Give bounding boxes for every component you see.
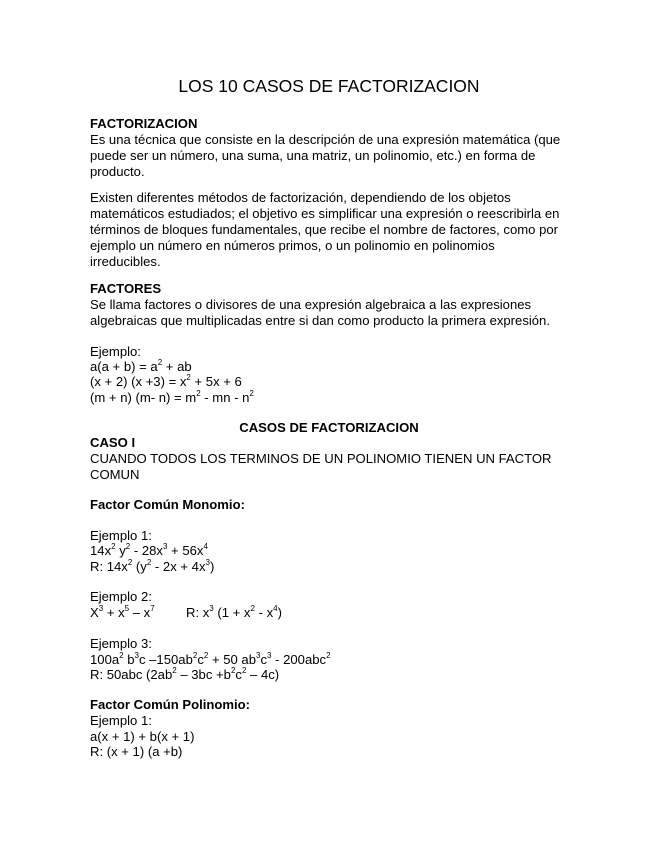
example-answer: R: (x + 1) (a +b): [90, 744, 183, 759]
section-heading-factorizacion: FACTORIZACION: [90, 116, 198, 131]
example-equation: (x + 2) $(x +3) = x^2 + 5x + 6$: [90, 372, 242, 389]
example-equation: $100a^2$ $b^3c$ $-150ab^2c^2 + 50$ $ab^3c^3 - 200abc^2$: [90, 650, 331, 667]
paragraph-line: puede ser un número, una suma, una matriz, un polinomio, etc.) en forma de: [90, 148, 536, 163]
subheading-factor-comun-monomio: Factor Común Monomio:: [90, 497, 245, 512]
example-equation: (m + n) (m- $n) = m^2$ - mn - $n^2$: [90, 388, 254, 405]
example-equation: a(x + 1) + b(x + 1): [90, 729, 195, 744]
example-label: Ejemplo 1:: [90, 528, 152, 543]
example-answer: R: 50abc $(2ab^2 - 3bc +b^2c^2 - 4c)$: [90, 665, 280, 682]
paragraph-line: producto.: [90, 164, 145, 179]
paragraph-line: matemáticos estudiados; el objetivo es simplificar una expresión o reescribirla en: [90, 206, 560, 221]
example-answer: R: $14x^2$ $(y^2 - 2x + 4x^3)$: [90, 557, 215, 574]
example-equation: $a(a + b) = a^2$ + ab: [90, 357, 192, 374]
example-equation: $X^3 + x^5 - x^7$: [90, 603, 155, 620]
subheading-factor-comun-polinomio: Factor Común Polinomio:: [90, 697, 251, 712]
example-label: Ejemplo 3:: [90, 636, 152, 651]
example-label: Ejemplo:: [90, 344, 141, 359]
paragraph-line: Se llama factores o divisores de una expresión algebraica a las expresiones: [90, 297, 532, 312]
document-title: LOS 10 CASOS DE FACTORIZACION: [178, 76, 480, 96]
paragraph-line: Existen diferentes métodos de factorización, dependiendo de los objetos: [90, 190, 511, 205]
paragraph-line: Es una técnica que consiste en la descripción de una expresión matemática (que: [90, 132, 561, 147]
example-label: Ejemplo 2:: [90, 589, 152, 604]
paragraph-line: ejemplo un número en números primos, o un polinomio en polinomios: [90, 238, 495, 253]
example-answer: R: $x^3$ $(1 + x^2 - x^4)$: [186, 603, 282, 620]
section-heading-factores: FACTORES: [90, 281, 162, 296]
example-equation: $14x^2$ $y^2 - 28x^3 + 56x^4$: [90, 541, 208, 558]
caso-label: CASO I: [90, 435, 136, 450]
caso-description: COMUN: [90, 467, 140, 482]
casos-heading: CASOS DE FACTORIZACION: [239, 420, 419, 435]
paragraph-line: términos de bloques fundamentales, que recibe el nombre de factores, como por: [90, 222, 559, 237]
caso-description: CUANDO TODOS LOS TERMINOS DE UN POLINOMIO TIENEN UN FACTOR: [90, 451, 552, 466]
paragraph-line: irreducibles.: [90, 254, 161, 269]
example-label: Ejemplo 1:: [90, 713, 152, 728]
paragraph-line: algebraicas que multiplicadas entre si dan como producto la primera expresión.: [90, 313, 550, 328]
